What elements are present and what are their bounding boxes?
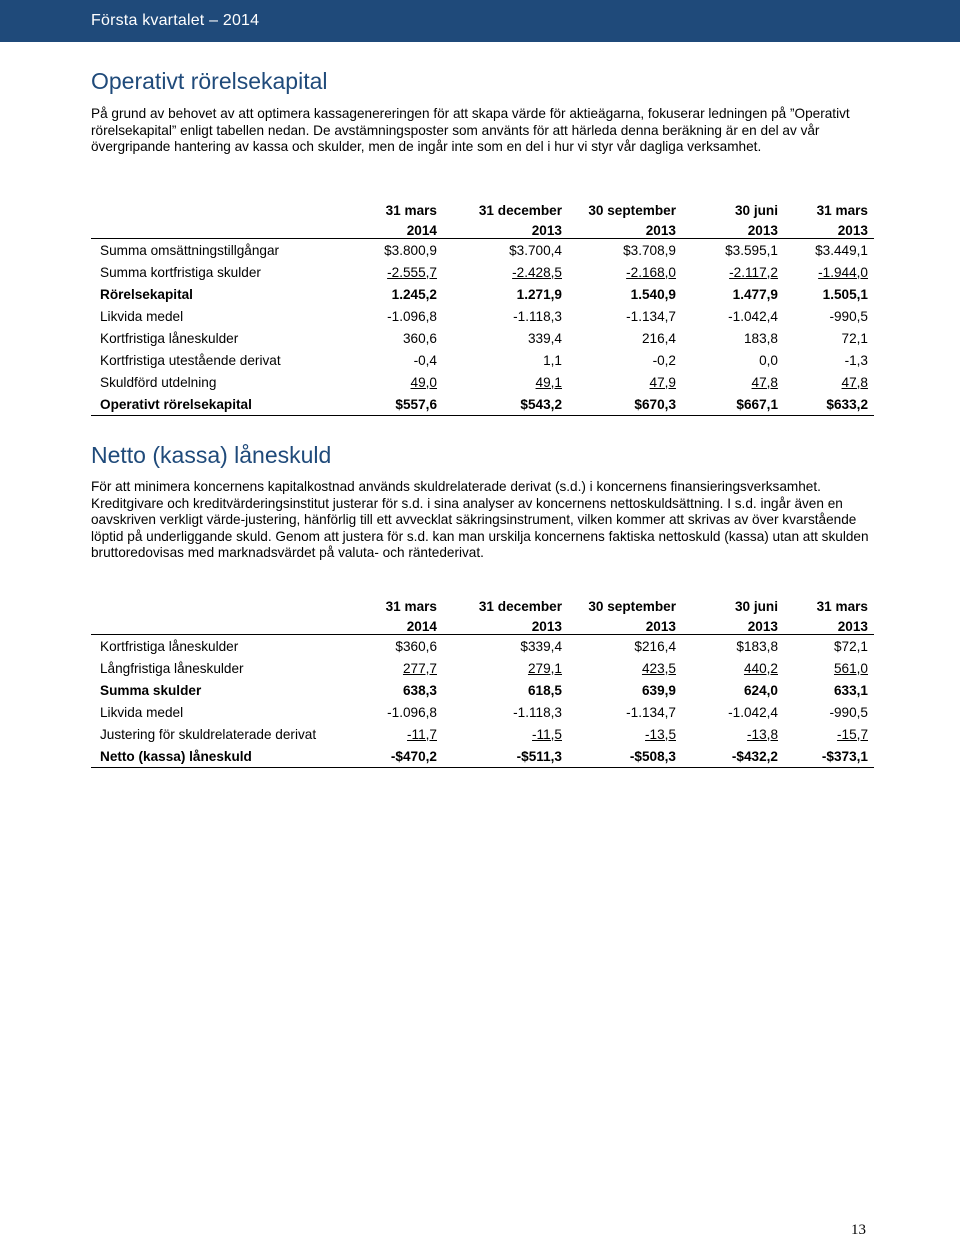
table-row — [91, 745, 874, 768]
column-header-year: 2013 — [784, 614, 874, 635]
table-row — [91, 349, 874, 371]
column-header-year: 2013 — [443, 614, 568, 635]
cell-value: 216,4 — [641, 330, 676, 346]
net-debt-paragraph: För att minimera koncernens kapitalkostnad används skuldrelaterade derivat (s.d.) i koncernens finansieringsverksamhet. Kreditgivare och kreditvärderingsinstitut justerar för s.d. i sina analyser av koncernens nettoskuldsättning. I s.d. ingår även en oavskriven verkligt värde-justering, hänförlig till ett avvecklat säkringsinstrument, vilken kommer att skrivas av över kvarstående löptid på underliggande skuld. Genom att justera för s.d. kan man urskilja koncernens faktiska nettoskuld (kassa) utan att skulden bruttoredovisas med marknadsvärdet på valuta- och räntederivat. — [91, 479, 869, 560]
cell-value: 49,0 — [410, 374, 437, 390]
operating-capital-paragraph: På grund av behovet av att optimera kassagenereringen för att skapa värde för aktieägarna, fokuserar ledningen på ”Operativt rörelsekapital” enligt tabellen nedan. De avstämningsposter som använts för att härleda denna beräkning är en del av vår övergripande hantering av kassa och skulder, men de ingår inte som en del i hur vi styr vår dagliga verksamhet. — [91, 106, 850, 154]
table-row — [91, 327, 874, 349]
cell-value: 1.505,1 — [822, 286, 868, 302]
cell-value: 72,1 — [841, 330, 868, 346]
row-label: Justering för skuldrelaterade derivat — [100, 726, 317, 742]
table-row — [91, 723, 874, 745]
column-header: 31 mars — [816, 599, 868, 614]
cell-value: $633,2 — [784, 393, 874, 416]
header-title: Första kvartalet – 2014 — [91, 12, 260, 29]
row-label: Kortfristiga låneskulder — [100, 330, 239, 346]
cell-value: 561,0 — [833, 660, 868, 676]
operating-capital-table — [91, 198, 874, 416]
cell-value: -990,5 — [829, 308, 868, 324]
cell-value: 47,9 — [649, 374, 676, 390]
cell-value: -1.118,3 — [513, 308, 562, 324]
cell-value: 279,1 — [527, 660, 562, 676]
cell-value: -13,8 — [747, 726, 778, 742]
column-header: 30 september — [588, 203, 676, 218]
table-row — [91, 635, 874, 658]
column-header-year: 2013 — [568, 614, 682, 635]
row-label: Netto (kassa) låneskuld — [91, 745, 377, 768]
column-header: 31 mars — [385, 203, 437, 218]
column-header-year: 2013 — [443, 218, 568, 239]
cell-value: 47,8 — [751, 374, 778, 390]
row-label: Långfristiga låneskulder — [100, 660, 244, 676]
row-label: Likvida medel — [100, 308, 184, 324]
row-label: Summa kortfristiga skulder — [100, 264, 261, 280]
row-label: Kortfristiga låneskulder — [100, 638, 239, 654]
cell-value: -11,7 — [407, 726, 437, 742]
cell-value: -2.117,2 — [729, 264, 778, 280]
column-header: 31 december — [478, 203, 562, 218]
column-header: 31 mars — [385, 599, 437, 614]
row-label: Summa skulder — [100, 682, 202, 698]
column-header-year: 2014 — [377, 218, 443, 239]
row-label: Kortfristiga utestående derivat — [100, 352, 281, 368]
net-debt-table — [91, 594, 874, 768]
table-row — [91, 305, 874, 327]
header-bar — [0, 0, 960, 42]
table-header-row-1 — [91, 594, 874, 614]
cell-value: 183,8 — [743, 330, 778, 346]
cell-value: $216,4 — [634, 638, 676, 654]
row-label: Likvida medel — [100, 704, 184, 720]
cell-value: $3.595,1 — [725, 242, 778, 258]
cell-value: -1.118,3 — [513, 704, 562, 720]
table-row — [91, 283, 874, 305]
row-label: Operativt rörelsekapital — [91, 393, 377, 416]
cell-value: $670,3 — [568, 393, 682, 416]
cell-value: -$470,2 — [377, 745, 443, 768]
column-header: 31 mars — [816, 203, 868, 218]
cell-value: $667,1 — [682, 393, 784, 416]
table-row — [91, 393, 874, 416]
cell-value: 423,5 — [641, 660, 676, 676]
page-number: 13 — [851, 1222, 866, 1238]
column-header-year: 2013 — [568, 218, 682, 239]
cell-value: 440,2 — [743, 660, 778, 676]
table-row — [91, 239, 874, 262]
cell-value: -11,5 — [532, 726, 562, 742]
cell-value: -2.555,7 — [387, 264, 437, 280]
column-header-year: 2014 — [377, 614, 443, 635]
table-row — [91, 261, 874, 283]
section-title-net-debt: Netto (kassa) låneskuld — [91, 442, 332, 468]
row-label: Skuldförd utdelning — [100, 374, 217, 390]
cell-value: 638,3 — [402, 682, 437, 698]
cell-value: 360,6 — [402, 330, 437, 346]
row-label: Summa omsättningstillgångar — [100, 242, 280, 258]
cell-value: $3.449,1 — [815, 242, 868, 258]
cell-value: -0,2 — [652, 352, 676, 368]
column-header: 31 december — [478, 599, 562, 614]
table-row — [91, 657, 874, 679]
cell-value: 277,7 — [402, 660, 437, 676]
column-header: 30 juni — [734, 599, 778, 614]
cell-value: 47,8 — [841, 374, 868, 390]
cell-value: -1.944,0 — [818, 264, 868, 280]
cell-value: -1.096,8 — [387, 704, 437, 720]
cell-value: 633,1 — [833, 682, 868, 698]
cell-value: $339,4 — [520, 638, 562, 654]
table-header-row-2 — [91, 614, 874, 635]
cell-value: 1.245,2 — [391, 286, 437, 302]
cell-value: $3.708,9 — [623, 242, 676, 258]
column-header: 30 juni — [734, 203, 778, 218]
cell-value: $3.700,4 — [509, 242, 562, 258]
cell-value: $183,8 — [736, 638, 778, 654]
cell-value: 618,5 — [527, 682, 562, 698]
cell-value: -2.168,0 — [626, 264, 676, 280]
column-header: 30 september — [588, 599, 676, 614]
cell-value: -13,5 — [645, 726, 676, 742]
cell-value: 1.540,9 — [630, 286, 676, 302]
cell-value: -1.134,7 — [626, 308, 676, 324]
cell-value: -1.096,8 — [387, 308, 437, 324]
cell-value: -990,5 — [829, 704, 868, 720]
column-header-year: 2013 — [682, 614, 784, 635]
cell-value: 1,1 — [543, 352, 562, 368]
table-header-row-1 — [91, 198, 874, 218]
cell-value: 639,9 — [641, 682, 676, 698]
column-header-year: 2013 — [682, 218, 784, 239]
cell-value: $543,2 — [443, 393, 568, 416]
cell-value: -$508,3 — [568, 745, 682, 768]
cell-value: $3.800,9 — [384, 242, 437, 258]
table-row — [91, 679, 874, 701]
cell-value: -$432,2 — [682, 745, 784, 768]
cell-value: -1.134,7 — [626, 704, 676, 720]
cell-value: -1.042,4 — [728, 308, 778, 324]
table-row — [91, 701, 874, 723]
column-header-year: 2013 — [784, 218, 874, 239]
cell-value: 624,0 — [743, 682, 778, 698]
cell-value: 1.271,9 — [516, 286, 562, 302]
cell-value: 1.477,9 — [732, 286, 778, 302]
row-label: Rörelsekapital — [100, 286, 193, 302]
cell-value: $557,6 — [377, 393, 443, 416]
cell-value: 0,0 — [759, 352, 778, 368]
cell-value: 49,1 — [535, 374, 562, 390]
cell-value: -$373,1 — [784, 745, 874, 768]
cell-value: -$511,3 — [443, 745, 568, 768]
cell-value: -1.042,4 — [728, 704, 778, 720]
cell-value: -15,7 — [837, 726, 868, 742]
cell-value: -2.428,5 — [512, 264, 562, 280]
cell-value: -1,3 — [844, 352, 868, 368]
cell-value: $72,1 — [833, 638, 868, 654]
cell-value: -0,4 — [413, 352, 437, 368]
table-row — [91, 371, 874, 393]
table-header-row-2 — [91, 218, 874, 239]
section-title-operating-capital: Operativt rörelsekapital — [91, 68, 328, 94]
cell-value: 339,4 — [527, 330, 562, 346]
cell-value: $360,6 — [395, 638, 437, 654]
